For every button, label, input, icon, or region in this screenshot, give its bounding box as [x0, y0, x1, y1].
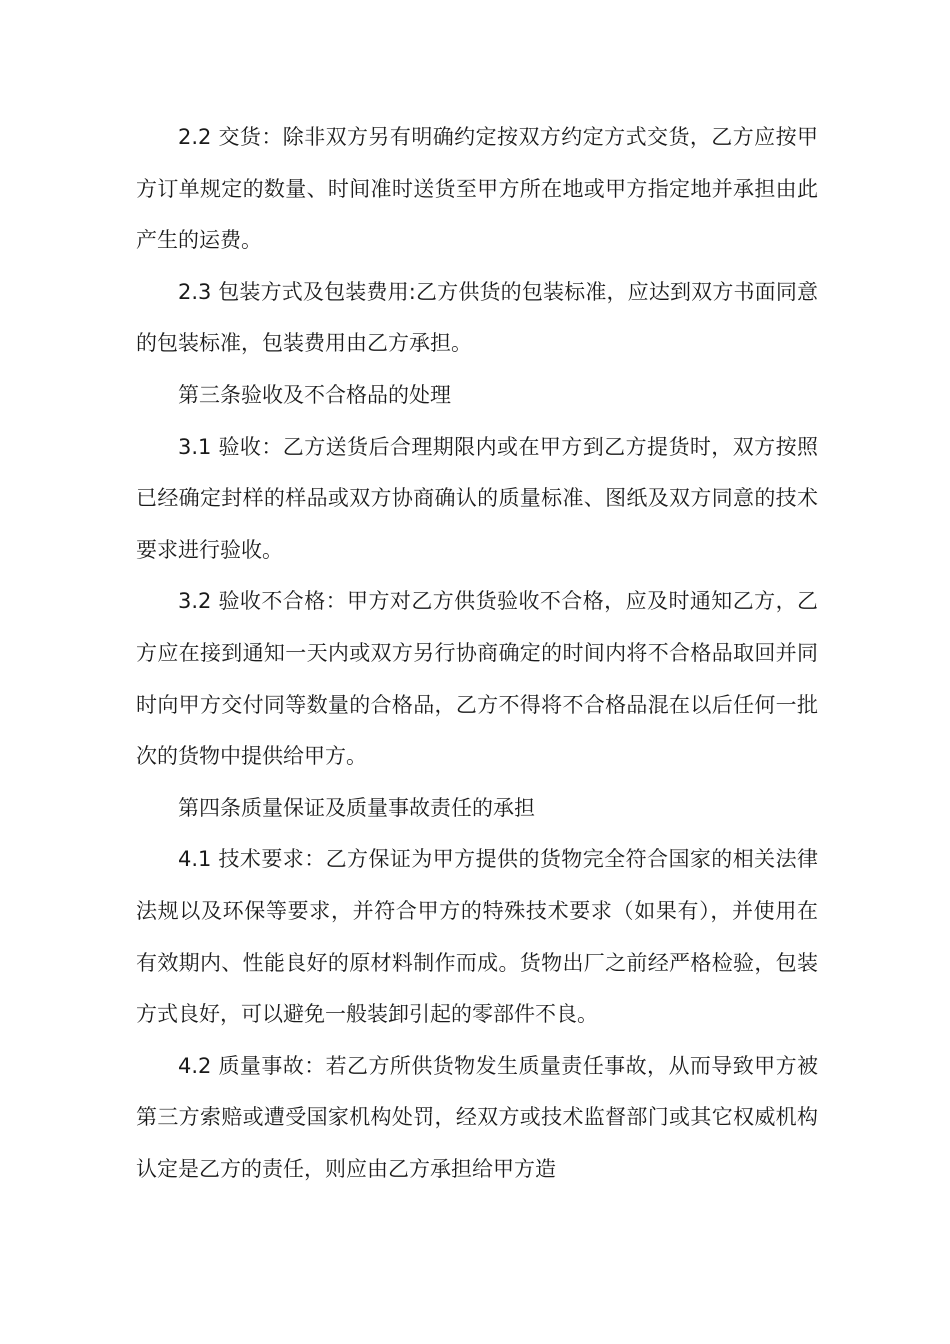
clause-2-2-delivery: 2.2 交货：除非双方另有明确约定按双方约定方式交货，乙方应按甲方订单规定的数量、时间准时送货至甲方所在地或甲方指定地并承担由此产生的运费。 [136, 125, 818, 253]
clause-4-2-quality-incident: 4.2 质量事故：若乙方所供货物发生质量责任事故，从而导致甲方被第三方索赔或遭受国家机构处罚，经双方或技术监督部门或其它权威机构认定是乙方的责任，则应由乙方承担给甲方造 [136, 1053, 818, 1181]
clause-2-3-packaging: 2.3 包装方式及包装费用:乙方供货的包装标准，应达到双方书面同意的包装标准，包装费用由乙方承担。 [136, 279, 818, 356]
document-body [136, 112, 818, 1195]
article-3-heading: 第三条验收及不合格品的处理 [178, 382, 451, 407]
clause-3-2-rejection: 3.2 验收不合格：甲方对乙方供货验收不合格，应及时通知乙方，乙方应在接到通知一天内或双方另行协商确定的时间内将不合格品取回并同时向甲方交付同等数量的合格品，乙方不得将不合格品混在以后任何一批次的货物中提供给甲方。 [136, 589, 818, 769]
article-4-heading: 第四条质量保证及质量事故责任的承担 [178, 795, 535, 820]
clause-3-1-acceptance: 3.1 验收：乙方送货后合理期限内或在甲方到乙方提货时，双方按照已经确定封样的样品或双方协商确认的质量标准、图纸及双方同意的技术要求进行验收。 [136, 434, 818, 562]
clause-4-1-technical-requirements: 4.1 技术要求：乙方保证为甲方提供的货物完全符合国家的相关法律法规以及环保等要求，并符合甲方的特殊技术要求（如果有），并使用在有效期内、性能良好的原材料制作而成。货物出厂之前经严格检验，包装方式良好，可以避免一般装卸引起的零部件不良。 [136, 847, 818, 1027]
